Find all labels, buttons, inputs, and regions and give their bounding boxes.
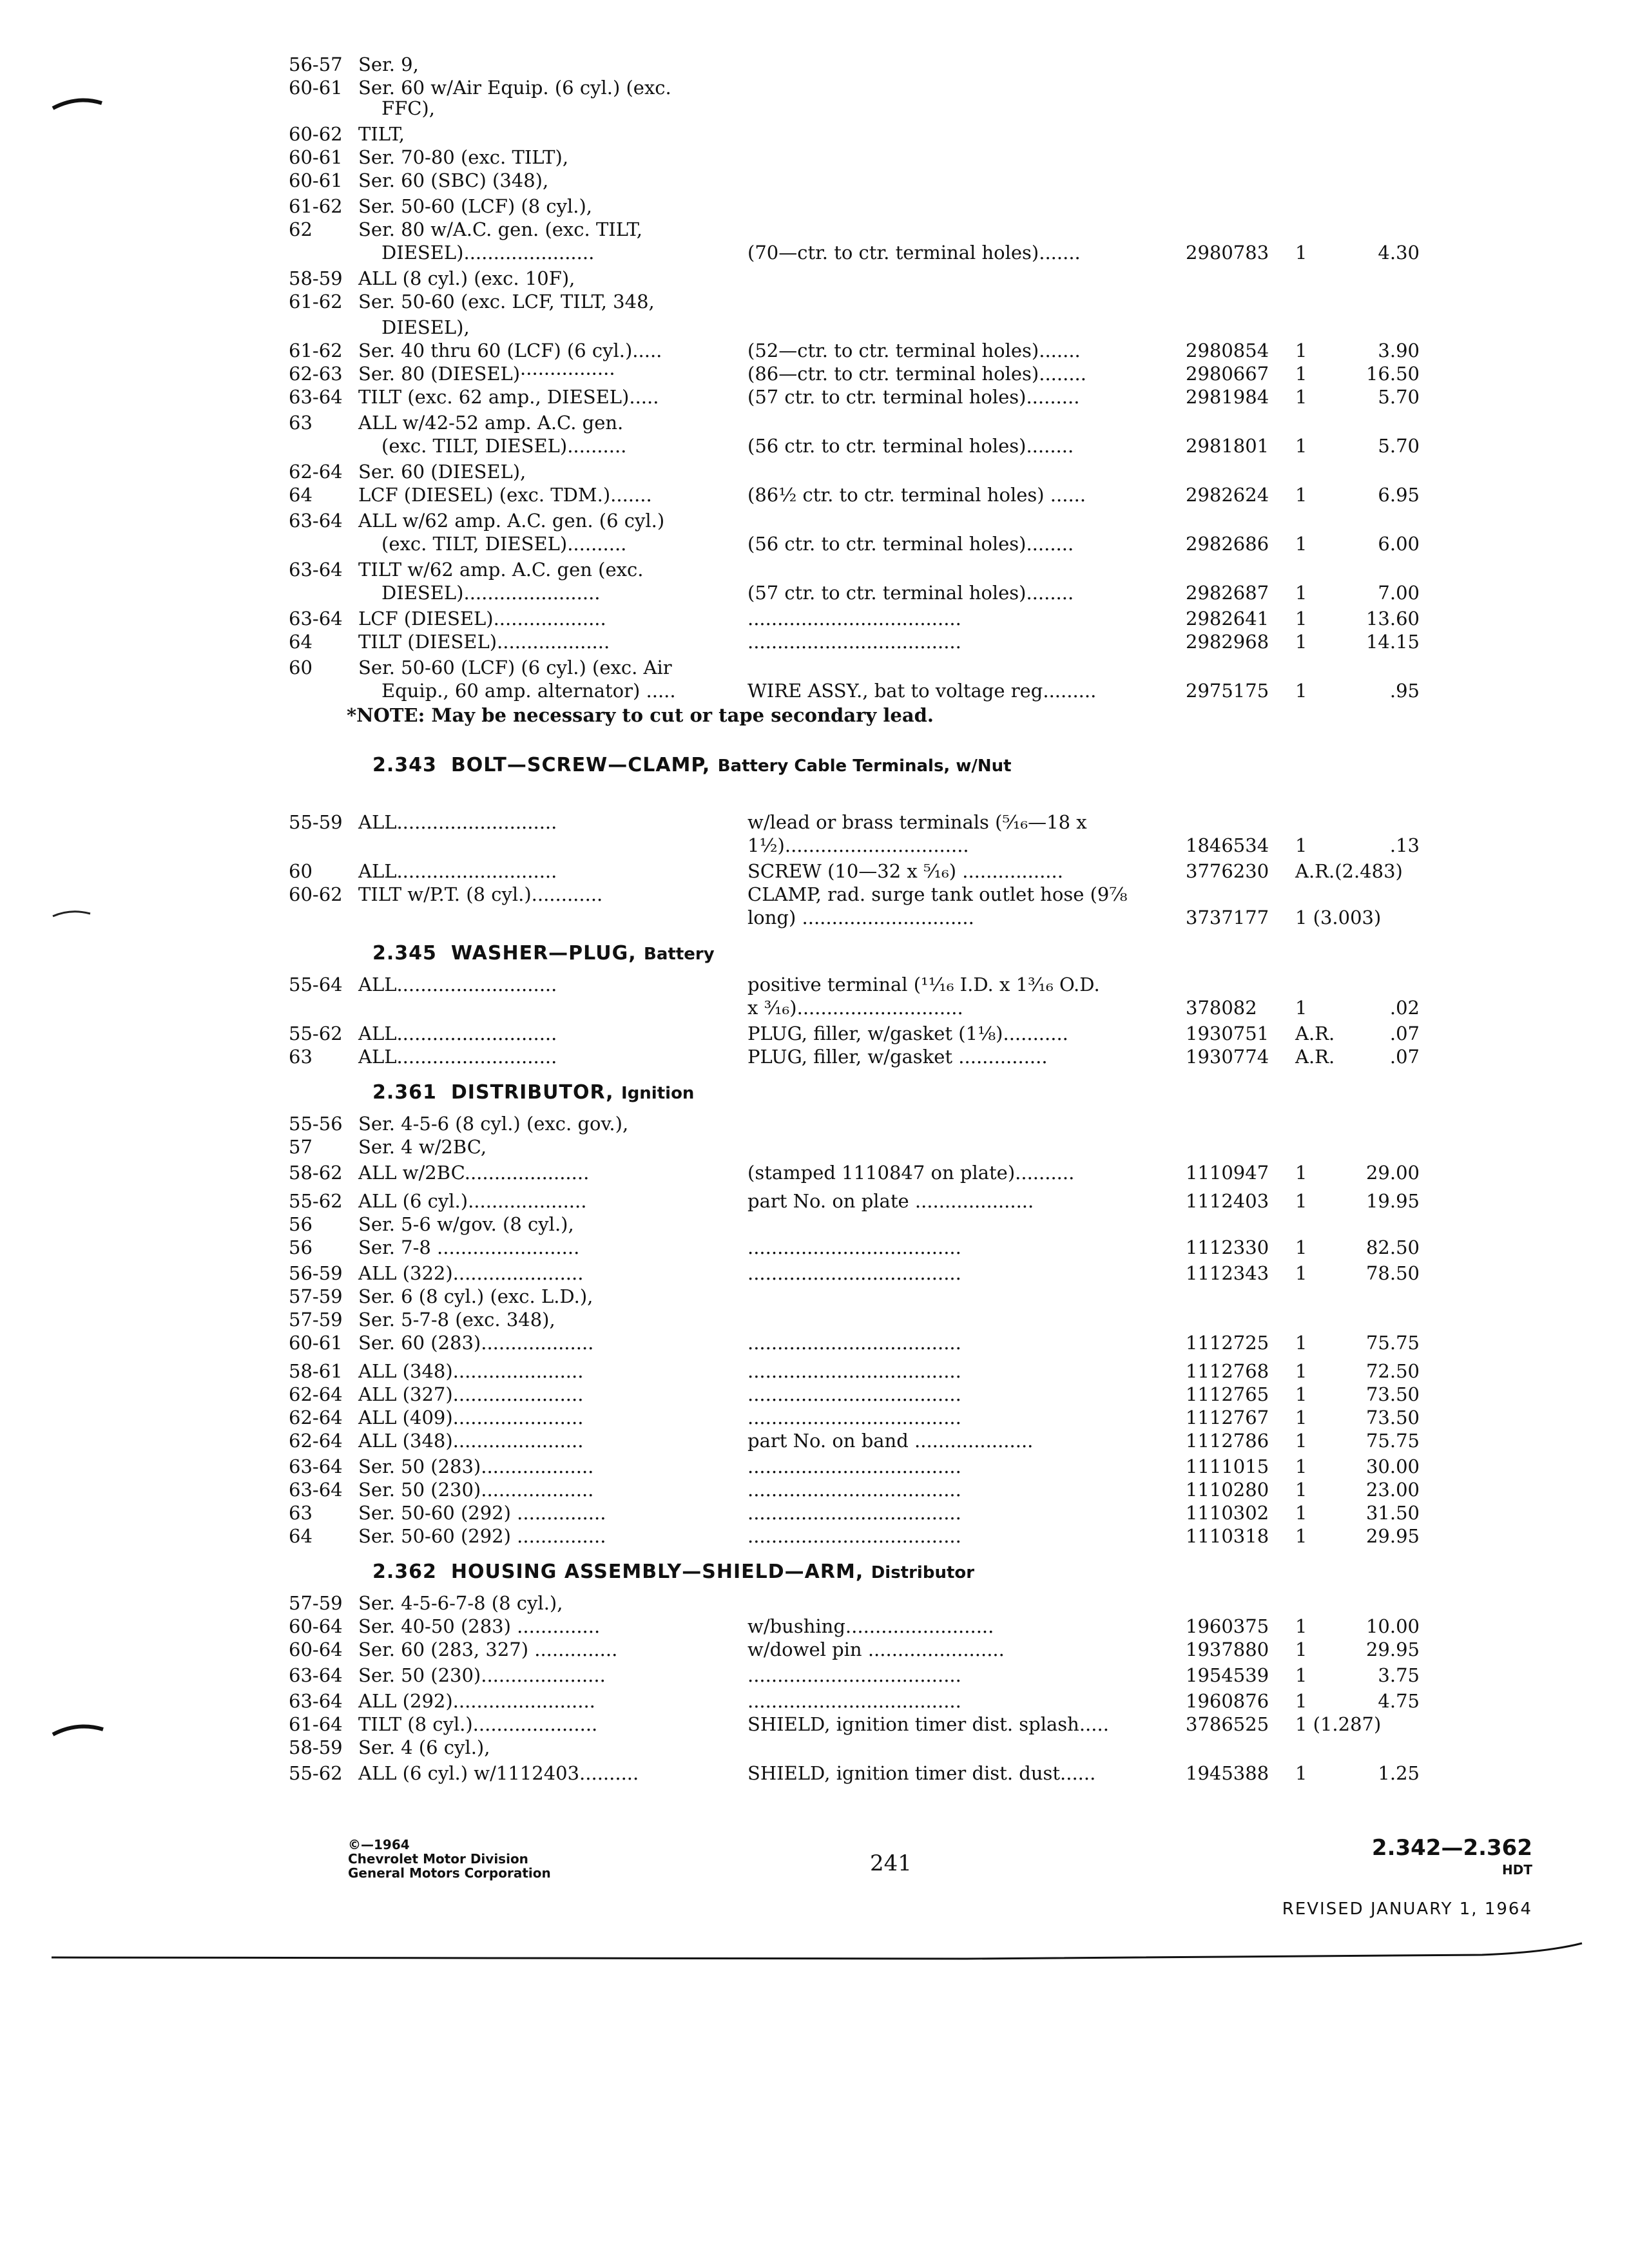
description-cell: (56 ctr. to ctr. terminal holes)........: [747, 533, 1074, 555]
application-cell: Ser. 60 (283, 327) ..............: [358, 1639, 618, 1660]
application-cell: Ser. 5-7-8 (exc. 348),: [358, 1309, 555, 1331]
year-cell: 64: [289, 484, 313, 506]
section-number: 2.361: [372, 1081, 437, 1104]
part-number-cell: 3786525: [1186, 1713, 1269, 1735]
price-cell: 10.00: [1365, 1615, 1420, 1637]
section-title: BOLT—SCREW—CLAMP,: [450, 754, 711, 776]
part-number-cell: 1110280: [1186, 1479, 1269, 1501]
quantity-cell: 1 (3.003): [1295, 907, 1382, 928]
year-cell: 55-62: [289, 1762, 343, 1784]
year-cell: 63-64: [289, 1456, 343, 1477]
description-cell: ....................................: [747, 1456, 961, 1477]
part-number-cell: 2982624: [1186, 484, 1269, 506]
description-cell: (stamped 1110847 on plate)..........: [747, 1162, 1075, 1184]
description-cell: SHIELD, ignition timer dist. dust......: [747, 1762, 1096, 1784]
year-cell: 63: [289, 1502, 313, 1524]
section-title: HOUSING ASSEMBLY—SHIELD—ARM,: [450, 1561, 864, 1583]
year-cell: 63-64: [289, 608, 343, 629]
part-number-cell: 2980854: [1186, 340, 1269, 361]
year-cell: 60-61: [289, 1332, 343, 1354]
application-cell: ALL...........................: [358, 1023, 557, 1044]
application-cell: LCF (DIESEL) (exc. TDM.).......: [358, 484, 652, 506]
application-cell: TILT w/P.T. (8 cyl.)............: [358, 883, 603, 905]
price-cell: 7.00: [1378, 582, 1420, 604]
price-cell: 1.25: [1378, 1762, 1420, 1784]
quantity-cell: 1: [1295, 680, 1307, 702]
quantity-cell: 1: [1295, 1332, 1307, 1354]
quantity-cell: 1: [1295, 1262, 1307, 1284]
quantity-cell: 1: [1295, 1456, 1307, 1477]
price-cell: .07: [1389, 1023, 1420, 1044]
section-subtitle: Battery: [644, 945, 715, 964]
year-cell: 62-63: [289, 363, 343, 385]
application-cell: TILT (exc. 62 amp., DIESEL).....: [358, 386, 659, 408]
part-number-cell: 2982641: [1186, 608, 1269, 629]
part-number-cell: 378082: [1186, 997, 1257, 1019]
quantity-cell: 1: [1295, 1360, 1307, 1382]
quantity-cell: 1: [1295, 363, 1307, 385]
price-cell: 73.50: [1365, 1383, 1420, 1405]
application-cell: Ser. 70-80 (exc. TILT),: [358, 146, 569, 168]
year-cell: 60-61: [289, 77, 343, 99]
description-cell: ....................................: [747, 1690, 961, 1712]
application-cell: ALL (6 cyl.) w/1112403..........: [358, 1762, 639, 1784]
part-number-cell: 1937880: [1186, 1639, 1269, 1660]
year-cell: 62-64: [289, 1430, 343, 1452]
application-cell: LCF (DIESEL)...................: [358, 608, 606, 629]
part-number-cell: 2975175: [1186, 680, 1269, 702]
quantity-cell: 1: [1295, 386, 1307, 408]
application-cell: TILT,: [358, 123, 405, 145]
bottom-rule: [52, 1943, 1582, 1959]
description-cell: PLUG, filler, w/gasket ...............: [747, 1046, 1048, 1068]
application-cell: DIESEL),: [381, 316, 470, 338]
year-cell: 55-56: [289, 1113, 343, 1135]
application-cell: DIESEL).......................: [381, 582, 601, 604]
quantity-cell: 1: [1295, 1690, 1307, 1712]
part-number-cell: 3737177: [1186, 907, 1269, 928]
part-number-cell: 2982686: [1186, 533, 1269, 555]
description-cell: w/bushing.........................: [747, 1615, 994, 1637]
description-cell: (86—ctr. to ctr. terminal holes)........: [747, 363, 1086, 385]
application-cell: ALL...........................: [358, 974, 557, 995]
year-cell: 57-59: [289, 1309, 343, 1331]
punch-mark-bottom: [53, 1727, 103, 1735]
part-number-cell: 1954539: [1186, 1664, 1269, 1686]
description-cell: CLAMP, rad. surge tank outlet hose (9⅞: [747, 883, 1128, 905]
part-number-cell: 1112330: [1186, 1236, 1269, 1258]
application-cell: Ser. 50 (230).....................: [358, 1664, 606, 1686]
application-cell: Ser. 50-60 (292) ...............: [358, 1502, 606, 1524]
section-code: HDT: [1502, 1862, 1532, 1878]
price-cell: 14.15: [1365, 631, 1420, 653]
year-cell: 62: [289, 218, 313, 240]
year-cell: 58-62: [289, 1162, 343, 1184]
section-number: 2.362: [372, 1561, 437, 1583]
price-cell: 31.50: [1365, 1502, 1420, 1524]
year-cell: 56-59: [289, 1262, 343, 1284]
year-cell: 64: [289, 631, 313, 653]
copyright: ©—1964: [348, 1837, 410, 1852]
application-cell: ALL (348)......................: [358, 1360, 584, 1382]
quantity-cell: 1: [1295, 1762, 1307, 1784]
application-cell: (exc. TILT, DIESEL)..........: [381, 533, 627, 555]
year-cell: 63: [289, 1046, 313, 1068]
year-cell: 62-64: [289, 1383, 343, 1405]
quantity-cell: 1: [1295, 1664, 1307, 1686]
part-number-cell: 2982687: [1186, 582, 1269, 604]
application-cell: Ser. 60 (SBC) (348),: [358, 169, 549, 191]
description-cell: part No. on band ....................: [747, 1430, 1034, 1452]
quantity-cell: 1: [1295, 1407, 1307, 1428]
part-number-cell: 1110318: [1186, 1525, 1269, 1547]
price-cell: .02: [1389, 997, 1420, 1019]
year-cell: 58-59: [289, 267, 343, 289]
application-cell: TILT w/62 amp. A.C. gen (exc.: [358, 559, 644, 581]
application-cell: Ser. 80 w/A.C. gen. (exc. TILT,: [358, 218, 642, 240]
quantity-cell: 1: [1295, 1383, 1307, 1405]
part-number-cell: 1110302: [1186, 1502, 1269, 1524]
year-cell: 56-57: [289, 53, 343, 75]
page-number: 241: [870, 1850, 912, 1876]
price-cell: 23.00: [1365, 1479, 1420, 1501]
application-cell: TILT (DIESEL)...................: [358, 631, 610, 653]
application-cell: DIESEL)......................: [381, 242, 595, 264]
year-cell: 62-64: [289, 461, 343, 483]
application-cell: ALL...........................: [358, 860, 557, 882]
application-cell: Ser. 50-60 (LCF) (6 cyl.) (exc. Air: [358, 657, 672, 678]
description-cell: ....................................: [747, 1360, 961, 1382]
year-cell: 63-64: [289, 559, 343, 581]
application-cell: Ser. 5-6 w/gov. (8 cyl.),: [358, 1213, 574, 1235]
description-cell: x ³⁄₁₆)............................: [747, 997, 963, 1019]
year-cell: 60-64: [289, 1615, 343, 1637]
quantity-cell: A.R.: [1295, 1023, 1335, 1044]
part-number-cell: 1112768: [1186, 1360, 1269, 1382]
quantity-cell: 1: [1295, 533, 1307, 555]
part-number-cell: 1110947: [1186, 1162, 1269, 1184]
description-cell: PLUG, filler, w/gasket (1⅛)...........: [747, 1023, 1068, 1044]
year-cell: 64: [289, 1525, 313, 1547]
price-cell: 5.70: [1378, 435, 1420, 457]
year-cell: 63-64: [289, 386, 343, 408]
year-cell: 60: [289, 657, 313, 678]
application-cell: Ser. 4-5-6 (8 cyl.) (exc. gov.),: [358, 1113, 629, 1135]
application-cell: ALL w/2BC.....................: [358, 1162, 590, 1184]
year-cell: 55-59: [289, 811, 343, 833]
description-cell: ....................................: [747, 1502, 961, 1524]
part-number-cell: 1112786: [1186, 1430, 1269, 1452]
year-cell: 61-62: [289, 291, 343, 312]
price-cell: 82.50: [1365, 1236, 1420, 1258]
part-number-cell: 2981984: [1186, 386, 1269, 408]
quantity-cell: 1: [1295, 1236, 1307, 1258]
description-cell: ....................................: [747, 1332, 961, 1354]
application-cell: Ser. 60 w/Air Equip. (6 cyl.) (exc.: [358, 77, 671, 99]
description-cell: positive terminal (¹¹⁄₁₆ I.D. x 1³⁄₁₆ O.D.: [747, 974, 1100, 995]
year-cell: 60-62: [289, 883, 343, 905]
part-number-cell: 1112725: [1186, 1332, 1269, 1354]
application-cell: ALL (409)......................: [358, 1407, 584, 1428]
application-cell: ALL (322)......................: [358, 1262, 584, 1284]
quantity-cell: 1: [1295, 1190, 1307, 1212]
year-cell: 60: [289, 860, 313, 882]
year-cell: 60-62: [289, 123, 343, 145]
section-title: DISTRIBUTOR,: [450, 1081, 614, 1104]
price-cell: 75.75: [1365, 1430, 1420, 1452]
application-cell: ALL (348)......................: [358, 1430, 584, 1452]
application-cell: Ser. 50 (283)...................: [358, 1456, 594, 1477]
description-cell: (57 ctr. to ctr. terminal holes)........: [747, 582, 1074, 604]
description-cell: part No. on plate ....................: [747, 1190, 1034, 1212]
description-cell: ....................................: [747, 1407, 961, 1428]
company-division: Chevrolet Motor Division: [348, 1851, 528, 1867]
year-cell: 57-59: [289, 1592, 343, 1614]
application-cell: Ser. 50-60 (LCF) (8 cyl.),: [358, 195, 593, 217]
year-cell: 61-62: [289, 340, 343, 361]
application-cell: Ser. 50-60 (exc. LCF, TILT, 348,: [358, 291, 655, 312]
price-cell: 30.00: [1365, 1456, 1420, 1477]
application-cell: ALL...........................: [358, 811, 557, 833]
quantity-cell: 1: [1295, 1525, 1307, 1547]
year-cell: 61-62: [289, 195, 343, 217]
price-cell: 73.50: [1365, 1407, 1420, 1428]
year-cell: 58-61: [289, 1360, 343, 1382]
application-cell: Equip., 60 amp. alternator) .....: [381, 680, 676, 702]
application-cell: Ser. 80 (DIESEL)················: [358, 363, 615, 385]
description-cell: ....................................: [747, 1383, 961, 1405]
price-cell: 13.60: [1365, 608, 1420, 629]
part-number-cell: 2982968: [1186, 631, 1269, 653]
part-number-cell: 1930751: [1186, 1023, 1269, 1044]
company-corporation: General Motors Corporation: [348, 1865, 551, 1881]
section-range: 2.342—2.362: [1371, 1835, 1532, 1861]
description-cell: ....................................: [747, 1664, 961, 1686]
application-cell: (exc. TILT, DIESEL)..........: [381, 435, 627, 457]
part-number-cell: 2981801: [1186, 435, 1269, 457]
year-cell: 63-64: [289, 1690, 343, 1712]
part-number-cell: 1112765: [1186, 1383, 1269, 1405]
description-cell: ....................................: [747, 1525, 961, 1547]
application-cell: ALL (292)........................: [358, 1690, 595, 1712]
application-cell: ALL...........................: [358, 1046, 557, 1068]
year-cell: 63: [289, 412, 313, 434]
part-number-cell: 3776230: [1186, 860, 1269, 882]
application-cell: Ser. 40 thru 60 (LCF) (6 cyl.).....: [358, 340, 662, 361]
year-cell: 60-61: [289, 169, 343, 191]
quantity-cell: 1: [1295, 1430, 1307, 1452]
application-cell: Ser. 4-5-6-7-8 (8 cyl.),: [358, 1592, 563, 1614]
price-cell: 72.50: [1365, 1360, 1420, 1382]
description-cell: (56 ctr. to ctr. terminal holes)........: [747, 435, 1074, 457]
part-number-cell: 1930774: [1186, 1046, 1269, 1068]
revised-date: REVISED JANUARY 1, 1964: [1282, 1899, 1532, 1919]
part-number-cell: 1112343: [1186, 1262, 1269, 1284]
year-cell: 63-64: [289, 1479, 343, 1501]
price-cell: 6.95: [1378, 484, 1420, 506]
note-text: *NOTE: May be necessary to cut or tape secondary lead.: [347, 704, 934, 726]
description-cell: ....................................: [747, 1236, 961, 1258]
application-cell: Ser. 9,: [358, 53, 419, 75]
part-number-cell: 1960876: [1186, 1690, 1269, 1712]
year-cell: 62-64: [289, 1407, 343, 1428]
section-number: 2.345: [372, 942, 437, 965]
description-cell: ....................................: [747, 608, 961, 629]
quantity-cell: 1 (1.287): [1295, 1713, 1382, 1735]
application-cell: Ser. 4 (6 cyl.),: [358, 1736, 490, 1758]
year-cell: 55-62: [289, 1023, 343, 1044]
quantity-cell: 1: [1295, 1615, 1307, 1637]
application-cell: ALL (327)......................: [358, 1383, 584, 1405]
price-cell: 29.95: [1365, 1639, 1420, 1660]
price-cell: 3.75: [1378, 1664, 1420, 1686]
price-cell: 5.70: [1378, 386, 1420, 408]
quantity-cell: 1: [1295, 834, 1307, 856]
quantity-cell: 1: [1295, 608, 1307, 629]
description-cell: SHIELD, ignition timer dist. splash.....: [747, 1713, 1109, 1735]
price-cell: .07: [1389, 1046, 1420, 1068]
price-cell: .95: [1389, 680, 1420, 702]
quantity-cell: 1: [1295, 1479, 1307, 1501]
part-number-cell: 1945388: [1186, 1762, 1269, 1784]
application-cell: Ser. 4 w/2BC,: [358, 1136, 487, 1158]
application-cell: ALL w/42-52 amp. A.C. gen.: [358, 412, 624, 434]
application-cell: ALL w/62 amp. A.C. gen. (6 cyl.): [358, 510, 665, 532]
punch-mark-top: [53, 101, 102, 109]
description-cell: ....................................: [747, 1479, 961, 1501]
part-number-cell: 1111015: [1186, 1456, 1269, 1477]
description-cell: WIRE ASSY., bat to voltage reg.........: [747, 680, 1097, 702]
part-number-cell: 2980783: [1186, 242, 1269, 264]
quantity-cell: 1: [1295, 1162, 1307, 1184]
year-cell: 61-64: [289, 1713, 343, 1735]
description-cell: w/dowel pin .......................: [747, 1639, 1005, 1660]
quantity-cell: A.R.: [1295, 1046, 1335, 1068]
part-number-cell: 1112767: [1186, 1407, 1269, 1428]
section-subtitle: Distributor: [871, 1563, 975, 1582]
year-cell: 57: [289, 1136, 313, 1158]
description-cell: ....................................: [747, 631, 961, 653]
application-cell: Ser. 60 (283)...................: [358, 1332, 594, 1354]
price-cell: 6.00: [1378, 533, 1420, 555]
part-number-cell: 1960375: [1186, 1615, 1269, 1637]
price-cell: 29.95: [1365, 1525, 1420, 1547]
description-cell: ....................................: [747, 1262, 961, 1284]
price-cell: 75.75: [1365, 1332, 1420, 1354]
price-cell: 19.95: [1365, 1190, 1420, 1212]
application-cell: Ser. 7-8 ........................: [358, 1236, 580, 1258]
application-cell: Ser. 60 (DIESEL),: [358, 461, 526, 483]
application-cell: FFC),: [381, 97, 435, 119]
price-cell: .13: [1389, 834, 1420, 856]
punch-mark-middle: [53, 912, 90, 916]
application-cell: Ser. 6 (8 cyl.) (exc. L.D.),: [358, 1285, 593, 1307]
price-cell: 4.30: [1378, 242, 1420, 264]
application-cell: Ser. 40-50 (283) ..............: [358, 1615, 601, 1637]
year-cell: 56: [289, 1213, 313, 1235]
description-cell: (70—ctr. to ctr. terminal holes).......: [747, 242, 1081, 264]
description-cell: w/lead or brass terminals (⁵⁄₁₆—18 x: [747, 811, 1087, 833]
description-cell: 1½)...............................: [747, 834, 969, 856]
application-cell: ALL (6 cyl.)....................: [358, 1190, 587, 1212]
price-cell: 16.50: [1365, 363, 1420, 385]
description-cell: (52—ctr. to ctr. terminal holes).......: [747, 340, 1081, 361]
quantity-cell: 1: [1295, 1502, 1307, 1524]
description-cell: (57 ctr. to ctr. terminal holes).........: [747, 386, 1080, 408]
part-number-cell: 2980667: [1186, 363, 1269, 385]
quantity-cell: 1: [1295, 242, 1307, 264]
year-cell: 60-61: [289, 146, 343, 168]
quantity-cell: 1: [1295, 340, 1307, 361]
part-number-cell: 1846534: [1186, 834, 1269, 856]
year-cell: 58-59: [289, 1736, 343, 1758]
quantity-cell: 1: [1295, 582, 1307, 604]
section-subtitle: Battery Cable Terminals, w/Nut: [717, 756, 1012, 776]
quantity-cell: 1: [1295, 631, 1307, 653]
section-subtitle: Ignition: [621, 1084, 695, 1103]
price-cell: 78.50: [1365, 1262, 1420, 1284]
quantity-cell: 1: [1295, 484, 1307, 506]
quantity-cell: 1: [1295, 435, 1307, 457]
price-cell: 3.90: [1378, 340, 1420, 361]
application-cell: Ser. 50 (230)...................: [358, 1479, 594, 1501]
year-cell: 60-64: [289, 1639, 343, 1660]
application-cell: TILT (8 cyl.).....................: [358, 1713, 598, 1735]
quantity-cell: 1: [1295, 1639, 1307, 1660]
year-cell: 55-64: [289, 974, 343, 995]
quantity-cell: 1: [1295, 997, 1307, 1019]
year-cell: 63-64: [289, 510, 343, 532]
year-cell: 55-62: [289, 1190, 343, 1212]
application-cell: ALL (8 cyl.) (exc. 10F),: [358, 267, 575, 289]
description-cell: SCREW (10—32 x ⁵⁄₁₆) .................: [747, 860, 1063, 882]
description-cell: (86½ ctr. to ctr. terminal holes) ......: [747, 484, 1086, 506]
application-cell: Ser. 50-60 (292) ...............: [358, 1525, 606, 1547]
price-cell: 4.75: [1378, 1690, 1420, 1712]
price-cell: 29.00: [1365, 1162, 1420, 1184]
section-number: 2.343: [372, 754, 437, 776]
year-cell: 56: [289, 1236, 313, 1258]
description-cell: long) .............................: [747, 907, 974, 928]
part-number-cell: 1112403: [1186, 1190, 1269, 1212]
section-title: WASHER—PLUG,: [450, 942, 637, 965]
year-cell: 63-64: [289, 1664, 343, 1686]
year-cell: 57-59: [289, 1285, 343, 1307]
quantity-cell: A.R.(2.483): [1295, 860, 1403, 882]
